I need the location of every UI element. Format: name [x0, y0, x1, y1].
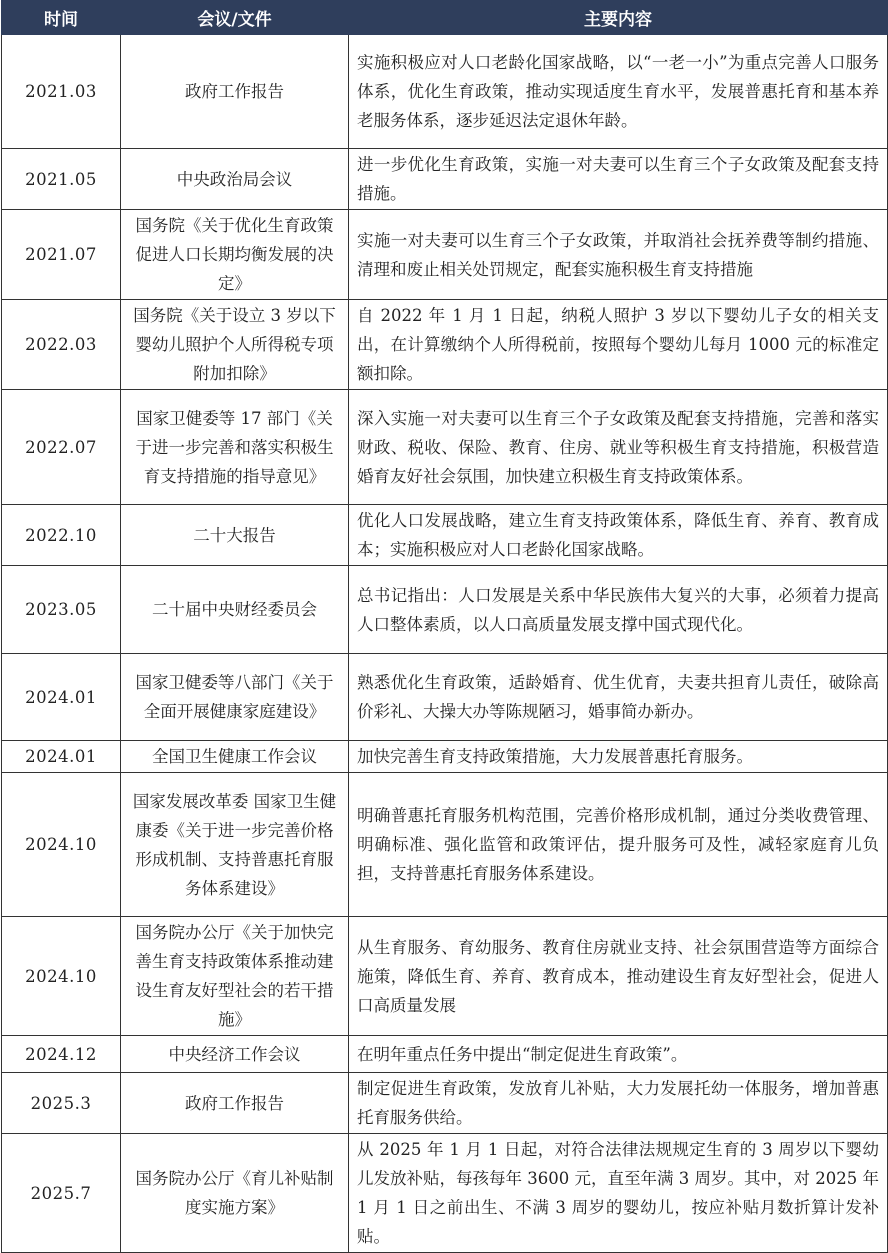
doc-cell: 二十大报告: [121, 505, 349, 566]
time-cell: 2024.10: [2, 917, 121, 1036]
table-header-row: [2, 1, 888, 35]
content-cell: 熟悉优化生育政策，适龄婚育、优生优育，夫妻共担育儿责任，破除高价彩礼、大操大办等陈规陋习，婚事简办新办。: [349, 654, 888, 741]
content-cell: 实施一对夫妻可以生育三个子女政策，并取消社会抚养费等制约措施、清理和废止相关处罚规定，配套实施积极生育支持措施: [349, 210, 888, 300]
time-cell: 2024.01: [2, 654, 121, 741]
content-cell: 明确普惠托育服务机构范围，完善价格形成机制，通过分类收费管理、明确标准、强化监管和政策评估，提升服务可及性，减轻家庭育儿负担，支持普惠托育服务体系建设。: [349, 773, 888, 917]
time-cell: 2025.3: [2, 1073, 121, 1134]
content-cell: 进一步优化生育政策，实施一对夫妻可以生育三个子女政策及配套支持措施。: [349, 149, 888, 210]
time-cell: 2023.05: [2, 566, 121, 654]
doc-cell: 二十届中央财经委员会: [121, 566, 349, 654]
content-cell: 从 2025 年 1 月 1 日起，对符合法律法规规定生育的 3 周岁以下婴幼儿发放补贴，每孩每年 3600 元，直至年满 3 周岁。其中，对 2025 年 1 月 1 日之前出生、不满 3 周岁的婴幼儿，按应补贴月数折算计发补贴。: [349, 1134, 888, 1253]
content-cell: 加快完善生育支持政策措施，大力发展普惠托育服务。: [349, 741, 888, 773]
table-row: [2, 35, 888, 149]
table-row: [2, 773, 888, 917]
table-row: [2, 1134, 888, 1253]
time-cell: 2021.05: [2, 149, 121, 210]
table-row: [2, 566, 888, 654]
doc-cell: 国务院《关于优化生育政策促进人口长期均衡发展的决定》: [121, 210, 349, 300]
content-cell: 在明年重点任务中提出“制定促进生育政策”。: [349, 1036, 888, 1073]
content-cell: 从生育服务、育幼服务、教育住房就业支持、社会氛围营造等方面综合施策，降低生育、养育、教育成本，推动建设生育友好型社会，促进人口高质量发展: [349, 917, 888, 1036]
doc-cell: 全国卫生健康工作会议: [121, 741, 349, 773]
doc-cell: 中央政治局会议: [121, 149, 349, 210]
table-row: [2, 505, 888, 566]
time-cell: 2022.07: [2, 390, 121, 505]
doc-cell: 中央经济工作会议: [121, 1036, 349, 1073]
doc-cell: 政府工作报告: [121, 35, 349, 149]
time-cell: 2021.07: [2, 210, 121, 300]
content-cell: 优化人口发展战略，建立生育支持政策体系，降低生育、养育、教育成本；实施积极应对人口老龄化国家战略。: [349, 505, 888, 566]
table-row: [2, 300, 888, 390]
table-row: [2, 654, 888, 741]
time-cell: 2024.01: [2, 741, 121, 773]
content-cell: 总书记指出：人口发展是关系中华民族伟大复兴的大事，必须着力提高人口整体素质，以人口高质量发展支撑中国式现代化。: [349, 566, 888, 654]
time-cell: 2021.03: [2, 35, 121, 149]
content-cell: 实施积极应对人口老龄化国家战略，以“一老一小”为重点完善人口服务体系，优化生育政策，推动实现适度生育水平，发展普惠托育和基本养老服务体系，逐步延迟法定退休年龄。: [349, 35, 888, 149]
header-content: 主要内容: [349, 1, 888, 35]
table-row: [2, 210, 888, 300]
content-cell: 自 2022 年 1 月 1 日起，纳税人照护 3 岁以下婴幼儿子女的相关支出，在计算缴纳个人所得税前，按照每个婴幼儿每月 1000 元的标准定额扣除。: [349, 300, 888, 390]
doc-cell: 国家卫健委等 17 部门《关于进一步完善和落实积极生育支持措施的指导意见》: [121, 390, 349, 505]
content-cell: 制定促进生育政策，发放育儿补贴，大力发展托幼一体服务，增加普惠托育服务供给。: [349, 1073, 888, 1134]
time-cell: 2024.10: [2, 773, 121, 917]
doc-cell: 国家卫健委等八部门《关于全面开展健康家庭建设》: [121, 654, 349, 741]
doc-cell: 国家发展改革委 国家卫生健康委《关于进一步完善价格形成机制、支持普惠托育服务体系建设》: [121, 773, 349, 917]
doc-cell: 国务院办公厅《关于加快完善生育支持政策体系推动建设生育友好型社会的若干措施》: [121, 917, 349, 1036]
header-time: 时间: [2, 1, 121, 35]
table-row: [2, 917, 888, 1036]
table-row: [2, 1073, 888, 1134]
header-doc: 会议/文件: [121, 1, 349, 35]
table-row: [2, 390, 888, 505]
doc-cell: 国务院办公厅《育儿补贴制度实施方案》: [121, 1134, 349, 1253]
time-cell: 2022.10: [2, 505, 121, 566]
table-row: [2, 741, 888, 773]
content-cell: 深入实施一对夫妻可以生育三个子女政策及配套支持措施，完善和落实财政、税收、保险、教育、住房、就业等积极生育支持措施，积极营造婚育友好社会氛围，加快建立积极生育支持政策体系。: [349, 390, 888, 505]
doc-cell: 国务院《关于设立 3 岁以下婴幼儿照护个人所得税专项附加扣除》: [121, 300, 349, 390]
time-cell: 2025.7: [2, 1134, 121, 1253]
time-cell: 2024.12: [2, 1036, 121, 1073]
policy-table: [1, 0, 888, 1253]
time-cell: 2022.03: [2, 300, 121, 390]
table-row: [2, 1036, 888, 1073]
doc-cell: 政府工作报告: [121, 1073, 349, 1134]
table-row: [2, 149, 888, 210]
